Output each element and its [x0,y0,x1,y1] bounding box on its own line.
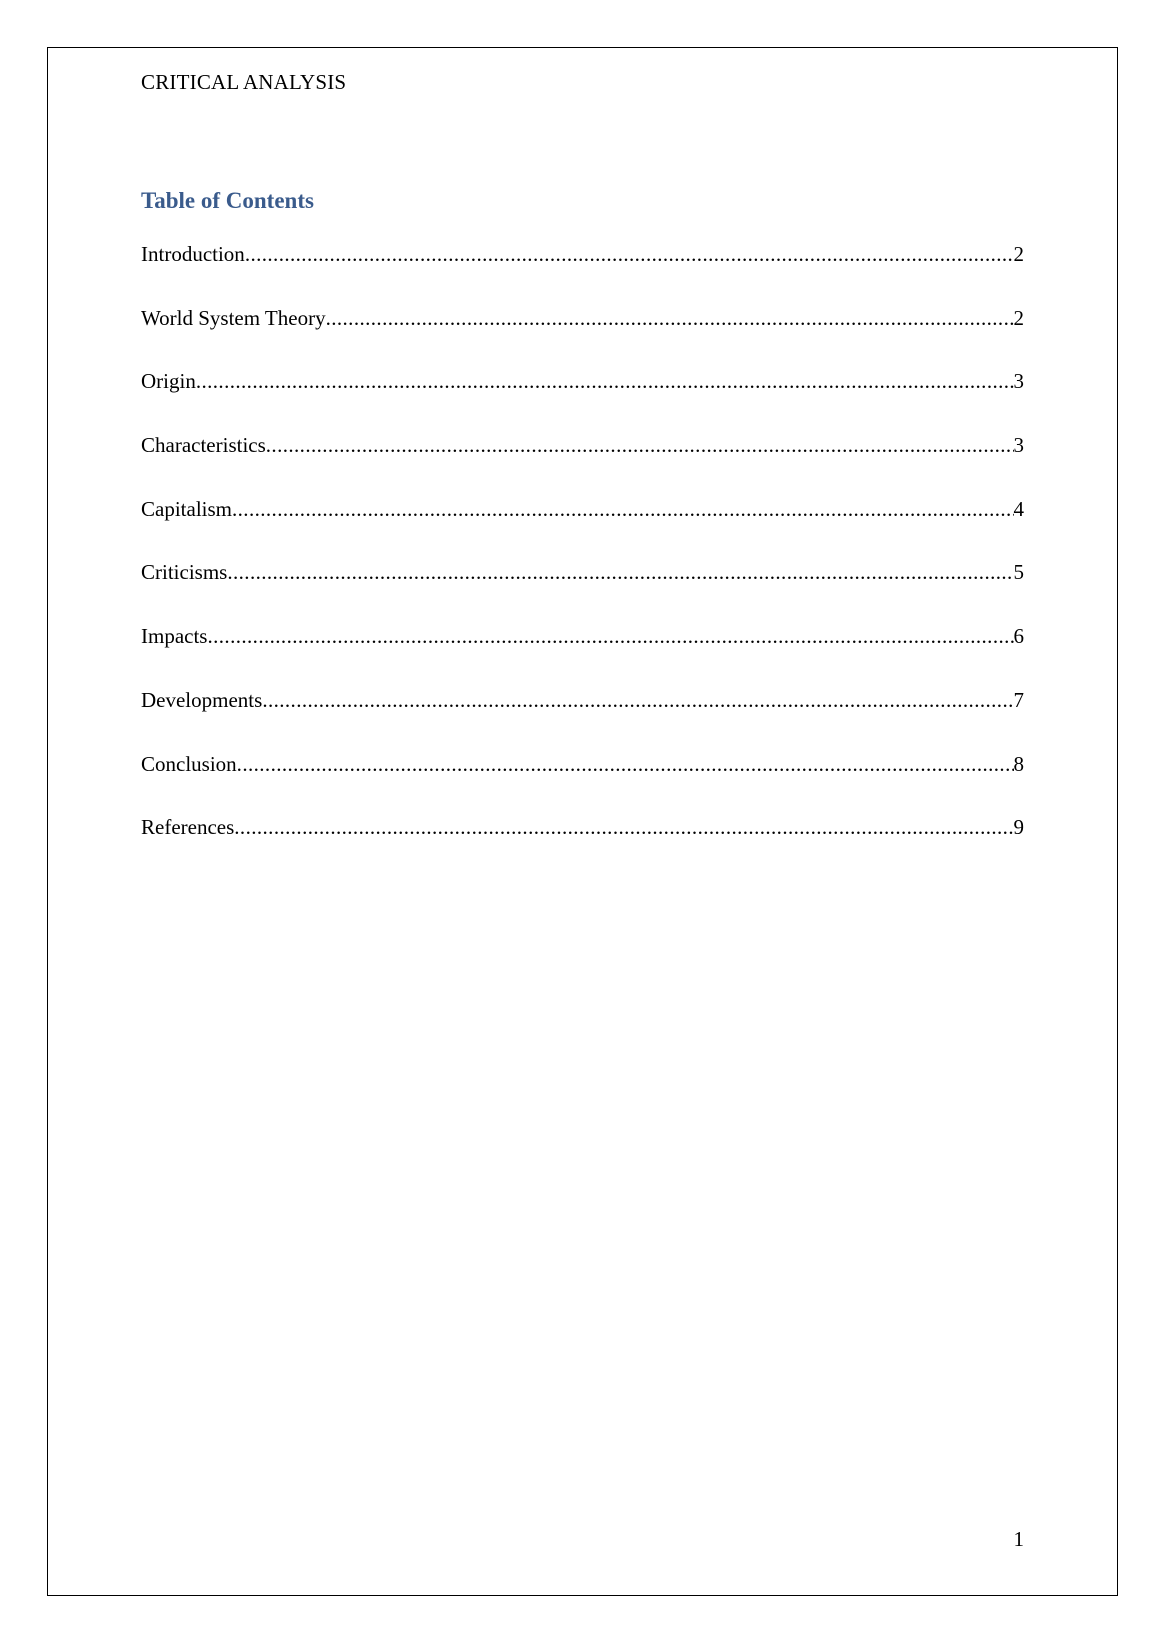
toc-dot-leader [196,367,1014,395]
toc-entry-title: References [141,815,235,840]
toc-entry-criticisms[interactable] [141,558,1024,622]
toc-dot-leader [245,240,1014,268]
toc-entry-title: Criticisms [141,560,228,585]
toc-heading: Table of Contents [141,188,314,213]
page-number: 1 [1013,1527,1024,1551]
toc-entry-developments[interactable] [141,686,1024,750]
toc-entry-page: 4 [1013,496,1024,521]
toc-dot-leader [266,431,1014,459]
toc-entry-title: Characteristics [141,433,266,458]
toc-entry-characteristics[interactable] [141,431,1024,495]
toc-entry-conclusion[interactable] [141,750,1024,814]
toc-entry-title: Developments [141,687,263,712]
toc-entry-capitalism[interactable] [141,495,1024,559]
toc-entry-title: Introduction [141,242,245,266]
toc-dot-leader [227,558,1013,586]
toc-dot-leader [237,750,1014,778]
toc-entry-title: Impacts [141,624,208,649]
toc-entry-page: 3 [1013,369,1024,394]
toc-entry-title: Conclusion [141,751,237,776]
toc-list [141,240,1024,877]
toc-entry-page: 9 [1013,815,1024,840]
toc-dot-leader [262,686,1013,714]
toc-entry-world-system-theory[interactable] [141,304,1024,368]
toc-dot-leader [207,622,1013,650]
toc-entry-page: 8 [1013,751,1024,776]
toc-entry-title: Capitalism [141,496,232,521]
toc-dot-leader [234,813,1013,841]
toc-entry-page: 2 [1013,242,1024,266]
toc-entry-references[interactable] [141,813,1024,877]
toc-entry-title: World System Theory [141,305,326,330]
toc-entry-page: 3 [1013,433,1024,458]
toc-dot-leader [326,304,1014,332]
toc-entry-page: 5 [1013,560,1024,585]
running-head: CRITICAL ANALYSIS [141,70,347,94]
toc-entry-origin[interactable] [141,367,1024,431]
toc-entry-page: 7 [1013,687,1024,712]
toc-entry-impacts[interactable] [141,622,1024,686]
toc-dot-leader [232,495,1014,523]
toc-entry-title: Origin [141,369,196,394]
toc-entry-page: 6 [1013,624,1024,649]
toc-entry-introduction[interactable] [141,240,1024,304]
toc-entry-page: 2 [1013,305,1024,330]
